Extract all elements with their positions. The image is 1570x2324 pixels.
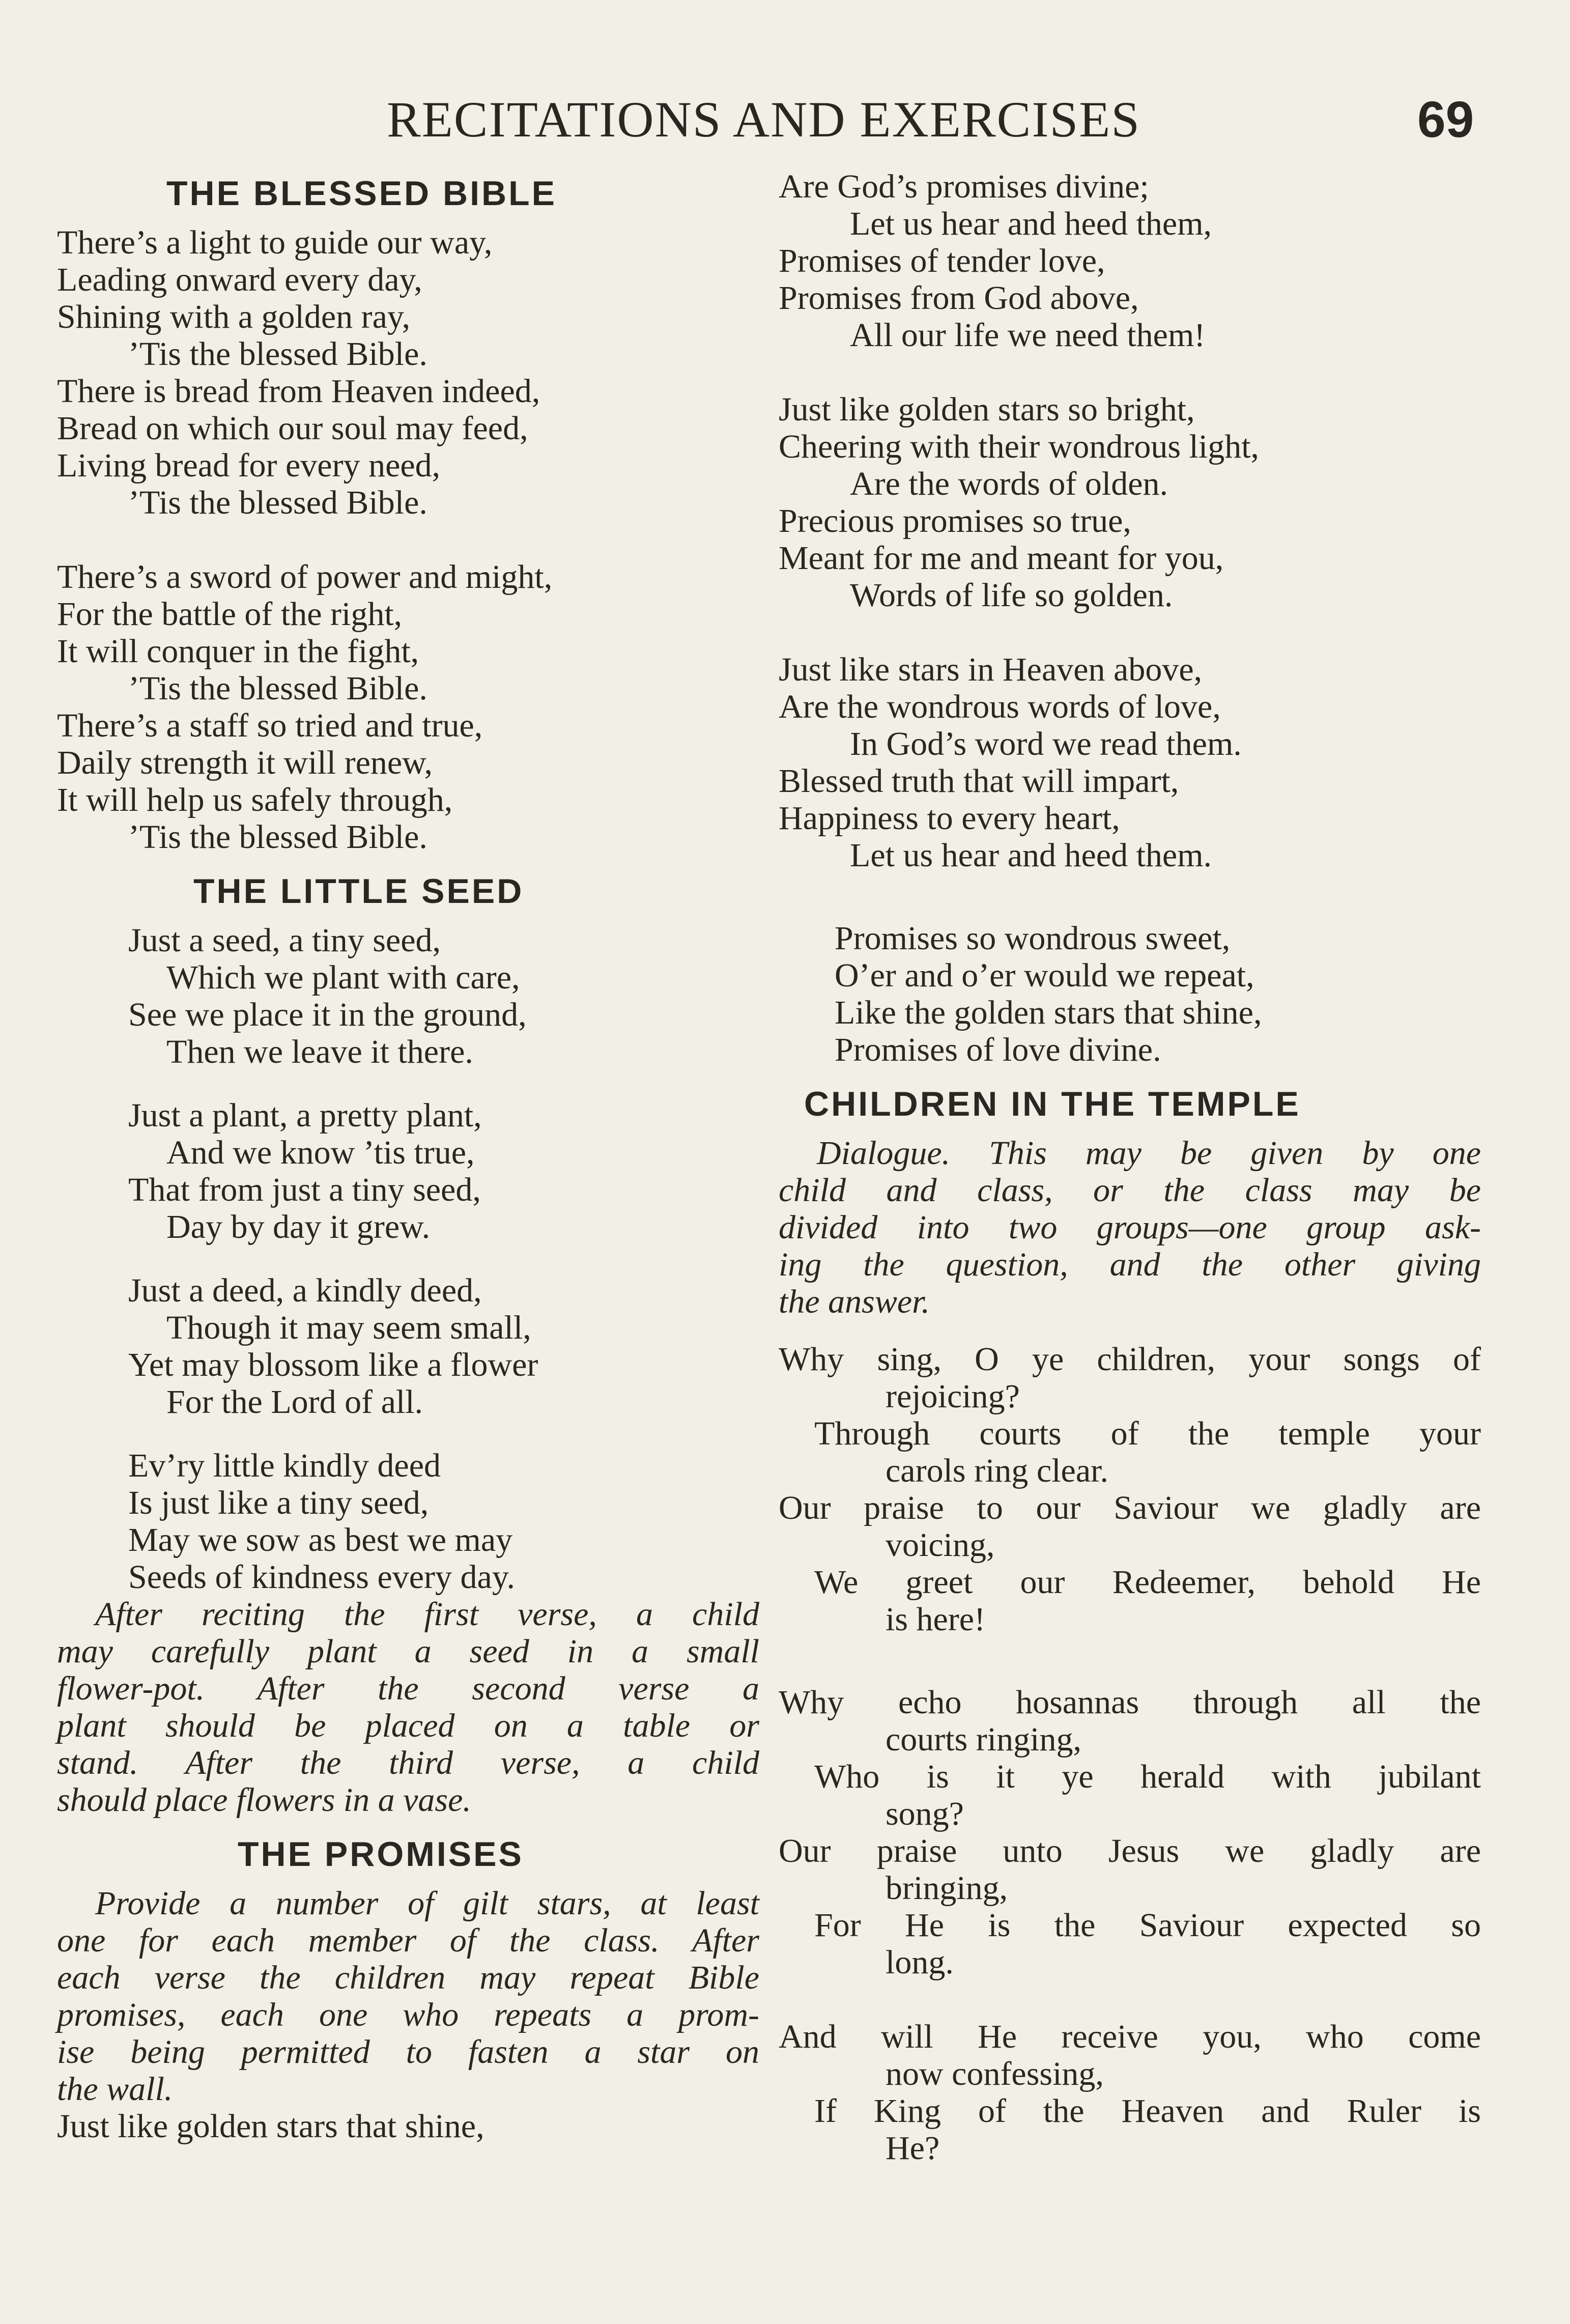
verse-line: carols ring clear. [886, 1452, 1108, 1489]
verse-line: Are God’s promises divine; [779, 168, 1149, 205]
verse-line: There’s a staff so tried and true, [57, 707, 483, 744]
instruction-line: After reciting the first verse, a child [95, 1596, 759, 1633]
verse-line: Happiness to every heart, [779, 800, 1120, 837]
verse-line: In God’s word we read them. [850, 725, 1242, 762]
verse-line: Why sing, O ye children, your songs of [779, 1341, 1481, 1378]
little-seed-poem [57, 922, 769, 1596]
page-header [0, 87, 1570, 153]
blessed-bible-stanza-1 [57, 224, 769, 521]
instruction-line: the answer. [779, 1283, 930, 1320]
verse-line: Yet may blossom like a flower [128, 1346, 538, 1383]
right-column [779, 168, 1491, 2167]
section-title-blessed-bible: THE BLESSED BIBLE [166, 174, 557, 213]
verse-line: now confessing, [886, 2055, 1104, 2092]
promises-stanza-1 [779, 168, 1491, 354]
verse-line: There’s a sword of power and might, [57, 558, 553, 596]
verse-line: If King of the Heaven and Ruler is [814, 2092, 1481, 2130]
verse-line: Just a plant, a pretty plant, [128, 1097, 482, 1134]
verse-line: Just like golden stars so bright, [779, 391, 1195, 428]
verse-line: Who is it ye herald with jubilant [814, 1758, 1481, 1795]
verse-line: Cheering with their wondrous light, [779, 428, 1260, 465]
verse-line: ’Tis the blessed Bible. [128, 484, 427, 521]
verse-line: ’Tis the blessed Bible. [128, 335, 427, 373]
verse-line: courts ringing, [886, 1721, 1081, 1758]
verse-line: Are the wondrous words of love, [779, 688, 1221, 725]
blessed-bible-stanza-2 [57, 558, 769, 856]
verse-line: Through courts of the temple your [814, 1415, 1481, 1452]
verse-line: Let us hear and heed them, [850, 205, 1212, 242]
verse-line: voicing, [886, 1526, 995, 1564]
verse-line: Like the golden stars that shine, [835, 994, 1262, 1031]
verse-line: For the battle of the right, [57, 596, 403, 633]
temple-instructions [779, 1135, 1481, 1320]
verse-line: Though it may seem small, [166, 1309, 531, 1346]
verse-line: We greet our Redeemer, behold He [814, 1564, 1481, 1601]
little-seed-stanza-3 [128, 1272, 769, 1421]
verse-line: For the Lord of all. [166, 1383, 423, 1421]
verse-line: Promises of love divine. [835, 1031, 1161, 1068]
temple-verse-3 [779, 2018, 1481, 2167]
verse-line: There’s a light to guide our way, [57, 224, 493, 261]
little-seed-stanza-1 [128, 922, 769, 1070]
verse-line: Bread on which our soul may feed, [57, 410, 528, 447]
verse-line: Living bread for every need, [57, 447, 441, 484]
instruction-line: stand. After the third verse, a child [57, 1744, 759, 1781]
verse-line: Our praise to our Saviour we gladly are [779, 1489, 1481, 1526]
verse-line: Let us hear and heed them. [850, 837, 1212, 874]
verse-line: Just a deed, a kindly deed, [128, 1272, 482, 1309]
instruction-line: the wall. [57, 2071, 173, 2108]
verse-line: Are the words of olden. [850, 465, 1168, 502]
section-title-children-in-temple: CHILDREN IN THE TEMPLE [804, 1085, 1301, 1123]
verse-line: And will He receive you, who come [779, 2018, 1481, 2055]
verse-line: Why echo hosannas through all the [779, 1684, 1481, 1721]
instruction-line: plant should be placed on a table or [57, 1707, 759, 1744]
verse-line: For He is the Saviour expected so [814, 1907, 1481, 1944]
verse-line: Leading onward every day, [57, 261, 422, 298]
page-number: 69 [1417, 91, 1474, 148]
verse-line: He? [886, 2130, 940, 2167]
verse-line: ’Tis the blessed Bible. [128, 818, 427, 856]
instruction-line: promises, each one who repeats a prom- [57, 1996, 759, 2033]
verse-line: May we sow as best we may [128, 1521, 513, 1558]
verse-line: Day by day it grew. [166, 1208, 431, 1245]
instruction-line: Dialogue. This may be given by one [817, 1135, 1481, 1172]
verse-line: It will conquer in the fight, [57, 633, 419, 670]
verse-line: Which we plant with care, [166, 959, 520, 996]
verse-line: There is bread from Heaven indeed, [57, 373, 540, 410]
little-seed-stanza-2 [128, 1097, 769, 1245]
verse-line: O’er and o’er would we repeat, [835, 957, 1254, 994]
instruction-line: child and class, or the class may be [779, 1172, 1481, 1209]
instruction-line: ing the question, and the other giving [779, 1246, 1481, 1283]
verse-line: It will help us safely through, [57, 781, 453, 818]
promises-stanza-2 [779, 391, 1491, 614]
instruction-line: flower-pot. After the second verse a [57, 1670, 759, 1707]
instruction-line: one for each member of the class. After [57, 1922, 759, 1959]
verse-line: All our life we need them! [850, 317, 1206, 354]
verse-line: ’Tis the blessed Bible. [128, 670, 427, 707]
instruction-line: each verse the children may repeat Bible [57, 1959, 759, 1996]
verse-line: long. [886, 1944, 954, 1981]
verse-line: Blessed truth that will impart, [779, 762, 1179, 800]
verse-line: Is just like a tiny seed, [128, 1484, 429, 1521]
verse-line: Just like stars in Heaven above, [779, 651, 1203, 688]
temple-verse-2 [779, 1684, 1481, 1981]
verse-line: Precious promises so true, [779, 502, 1131, 540]
instruction-line: ise being permitted to fasten a star on [57, 2033, 759, 2071]
promises-stanza-3 [779, 651, 1491, 874]
little-seed-stanza-4 [128, 1447, 769, 1596]
running-head: RECITATIONS AND EXERCISES [387, 91, 1140, 148]
verse-line: song? [886, 1795, 964, 1832]
verse-line: Shining with a golden ray, [57, 298, 411, 335]
verse-line: Daily strength it will renew, [57, 744, 433, 781]
verse-line: Promises so wondrous sweet, [835, 920, 1231, 957]
verse-line: Words of life so golden. [850, 577, 1173, 614]
verse-line: That from just a tiny seed, [128, 1171, 481, 1208]
verse-line: bringing, [886, 1869, 1008, 1907]
instruction-line: Provide a number of gilt stars, at least [95, 1885, 759, 1922]
verse-line: is here! [886, 1601, 986, 1638]
promises-instructions [57, 1885, 759, 2108]
verse-line: Meant for me and meant for you, [779, 540, 1224, 577]
verse-line: Our praise unto Jesus we gladly are [779, 1832, 1481, 1869]
verse-line: See we place it in the ground, [128, 996, 527, 1033]
little-seed-instructions [57, 1596, 759, 1819]
verse-line: Just like golden stars that shine, [57, 2108, 484, 2145]
verse-line: Then we leave it there. [166, 1033, 473, 1070]
verse-line: Seeds of kindness every day. [128, 1558, 516, 1596]
instruction-line: may carefully plant a seed in a small [57, 1633, 759, 1670]
instruction-line: divided into two groups—one group ask- [779, 1209, 1481, 1246]
temple-verse-1 [779, 1341, 1481, 1638]
section-title-little-seed: THE LITTLE SEED [193, 872, 524, 911]
verse-line: Ev’ry little kindly deed [128, 1447, 441, 1484]
verse-line: Just a seed, a tiny seed, [128, 922, 441, 959]
left-column [57, 168, 769, 2145]
promises-stanza-4 [779, 920, 1491, 1068]
verse-line: Promises from God above, [779, 279, 1139, 317]
section-title-promises: THE PROMISES [238, 1835, 524, 1874]
verse-line: And we know ’tis true, [166, 1134, 475, 1171]
verse-line: Promises of tender love, [779, 242, 1105, 279]
verse-line: rejoicing? [886, 1378, 1020, 1415]
instruction-line: should place flowers in a vase. [57, 1781, 471, 1819]
